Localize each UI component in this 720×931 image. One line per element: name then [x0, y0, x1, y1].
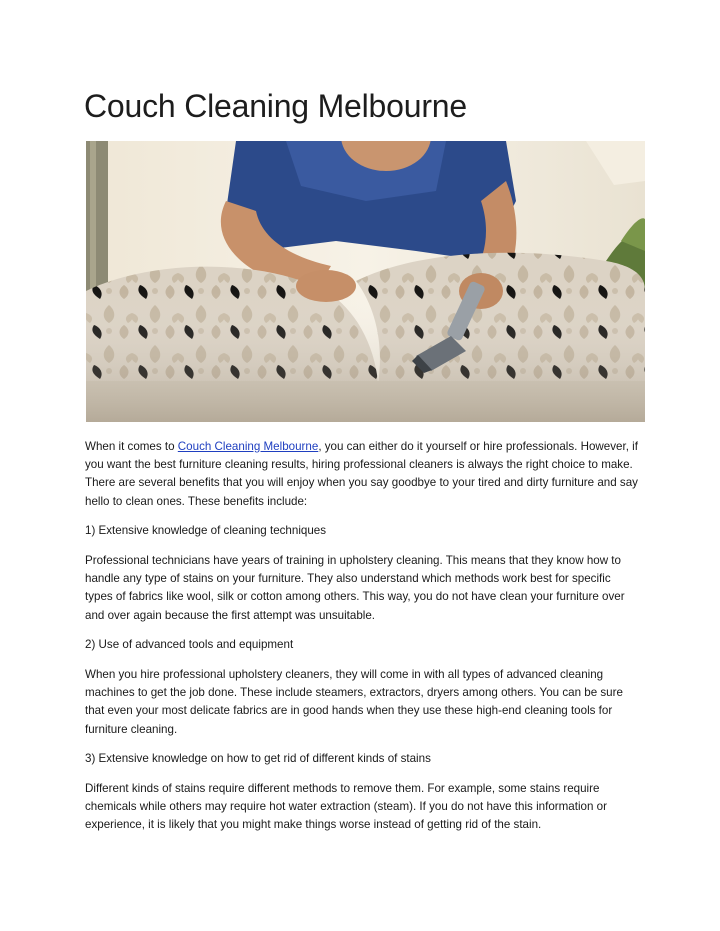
intro-text-after-link: , you can either do it yourself or hire professionals. However, if you want the best furniture cleaning results, hiring professional cleaners is always the right choice to make. There are several benefits that you will enjoy when you say goodbye to your tired and dirty furniture and say hello to clean ones. These benefits include: — [85, 440, 638, 508]
page-title: Couch Cleaning Melbourne — [84, 88, 467, 124]
hero-image — [86, 141, 645, 422]
intro-paragraph — [85, 438, 640, 511]
couch-cleaning-melbourne-link[interactable]: Couch Cleaning Melbourne — [177, 440, 319, 453]
section-body: Professional technicians have years of training in upholstery cleaning. This means that they know how to handle any type of stains on your furniture. They also understand which methods work best for specific types of fabrics like wool, silk or cotton among others. This way, you do not have clean your furniture over and over again because the first attempt was unsuitable. — [85, 554, 625, 622]
section-body: When you hire professional upholstery cleaners, they will come in with all types of advanced cleaning machines to get the job done. These include steamers, extractors, dryers among others. You can be sure that even your most delicate fabrics are in good hands when they use these high-end cleaning tools for furniture cleaning. — [85, 668, 623, 736]
section-heading: 1) Extensive knowledge of cleaning techniques — [85, 524, 327, 538]
section-heading: 2) Use of advanced tools and equipment — [85, 638, 294, 652]
section-heading: 3) Extensive knowledge on how to get rid of different kinds of stains — [85, 752, 431, 766]
section-body: Different kinds of stains require different methods to remove them. For example, some stains require chemicals while others may require hot water extraction (steam). If you do not have this information or experience, it is likely that you might make things worse instead of getting rid of the stain. — [85, 782, 607, 832]
article-body — [85, 438, 640, 835]
couch-cleaning-photo-icon — [86, 141, 645, 422]
intro-text-before-link: When it comes to — [85, 440, 178, 453]
